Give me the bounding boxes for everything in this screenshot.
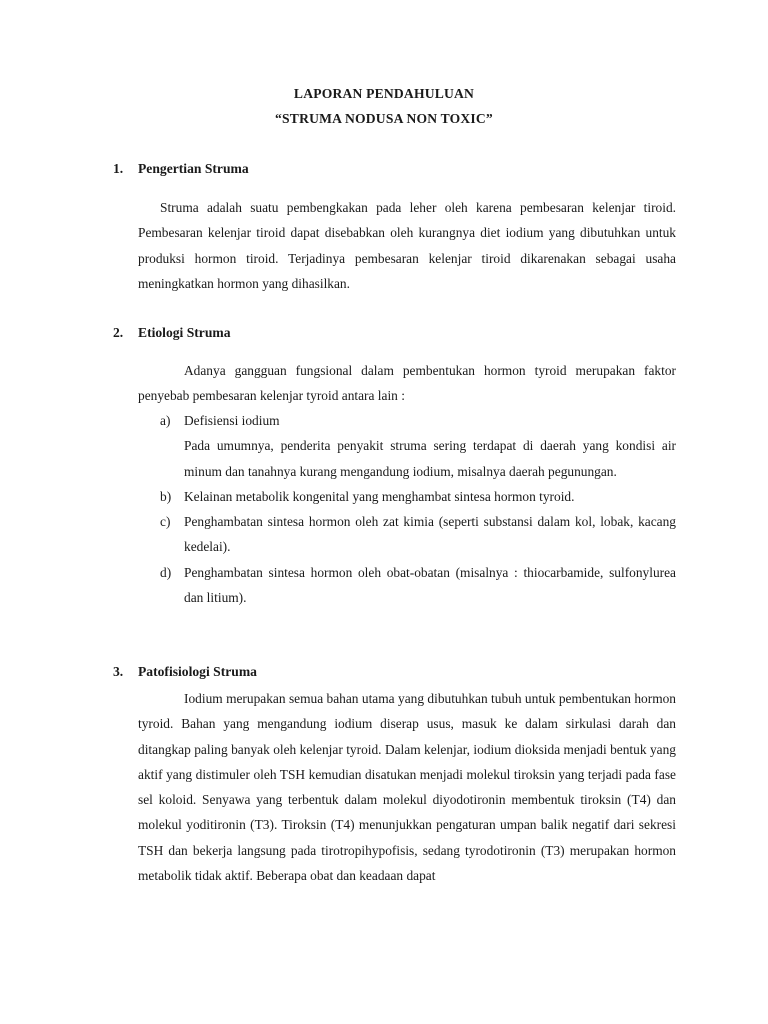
list-item-detail: Pada umumnya, penderita penyakit struma sering terdapat di daerah yang kondisi air minum dan tanahnya kurang mengandung iodium, misalnya daerah pegunungan. [184,438,676,479]
section-number: 2. [113,325,124,340]
document-subtitle: “STRUMA NODUSA NON TOXIC” [275,111,493,126]
list-marker: b) [160,488,172,504]
list-marker: c) [160,514,171,530]
section-paragraph-etiologi: Adanya gangguan fungsional dalam pembentukan hormon tyroid merupakan faktor penyebab pembesaran kelenjar tyroid antara lain : [138,363,676,404]
section-title: Etiologi Struma [138,325,231,340]
list-marker: d) [160,564,172,580]
document-title: LAPORAN PENDAHULUAN [293,86,475,101]
section-heading-patofisiologi [113,664,257,680]
etiologi-list [138,408,676,610]
list-item [138,560,676,611]
section-paragraph-patofisiologi: Iodium merupakan semua bahan utama yang dibutuhkan tubuh untuk pembentukan hormon tyroid. Bahan yang mengandung iodium diserap usus, masuk ke dalam sirkulasi darah dan ditangkap paling banyak oleh kelenjar tyroid. Dalam kelenjar, iodium dioksida menjadi bentuk yang aktif yang distimuler oleh TSH kemudian disatukan menjadi molekul tiroksin yang terjadi pada fase sel koloid. Senyawa yang terbentuk dalam molekul diyodotironin membentuk tiroksin (T4) dan molekul yoditironin (T3). Tiroksin (T4) menunjukkan pengaturan umpan balik negatif dari sekresi TSH dan bekerja langsung pada tirotropihypofisis, sedang tyrodotironin (T3) merupakan hormon metabolik tidak aktif. Beberapa obat dan keadaan dapat [138,691,676,884]
section-heading-pengertian [113,161,249,177]
section-paragraph-pengertian: Struma adalah suatu pembengkakan pada leher oleh karena pembesaran kelenjar tiroid. Pembesaran kelenjar tiroid dapat disebabkan oleh kurangnya diet iodium yang dibutuhkan untuk produksi hormon tiroid. Terjadinya pembesaran kelenjar tiroid dikarenakan sebagai usaha meningkatkan hormon yang dihasilkan. [138,200,676,291]
list-item [138,408,676,433]
list-item-text: Defisiensi iodium [184,413,280,428]
section-title: Patofisiologi Struma [138,664,257,679]
list-item-text: Kelainan metabolik kongenital yang menghambat sintesa hormon tyroid. [184,488,575,504]
section-number: 3. [113,664,124,679]
list-item [138,509,676,560]
list-marker: a) [160,413,171,428]
section-title: Pengertian Struma [138,161,249,176]
list-item-text: Penghambatan sintesa hormon oleh zat kimia (seperti substansi dalam kol, lobak, kacang kedelai). [184,514,676,555]
section-heading-etiologi [113,325,231,341]
section-number: 1. [113,161,124,176]
list-item-text: Penghambatan sintesa hormon oleh obat-obatan (misalnya : thiocarbamide, sulfonylurea dan litium). [184,564,676,606]
list-item [138,484,676,509]
